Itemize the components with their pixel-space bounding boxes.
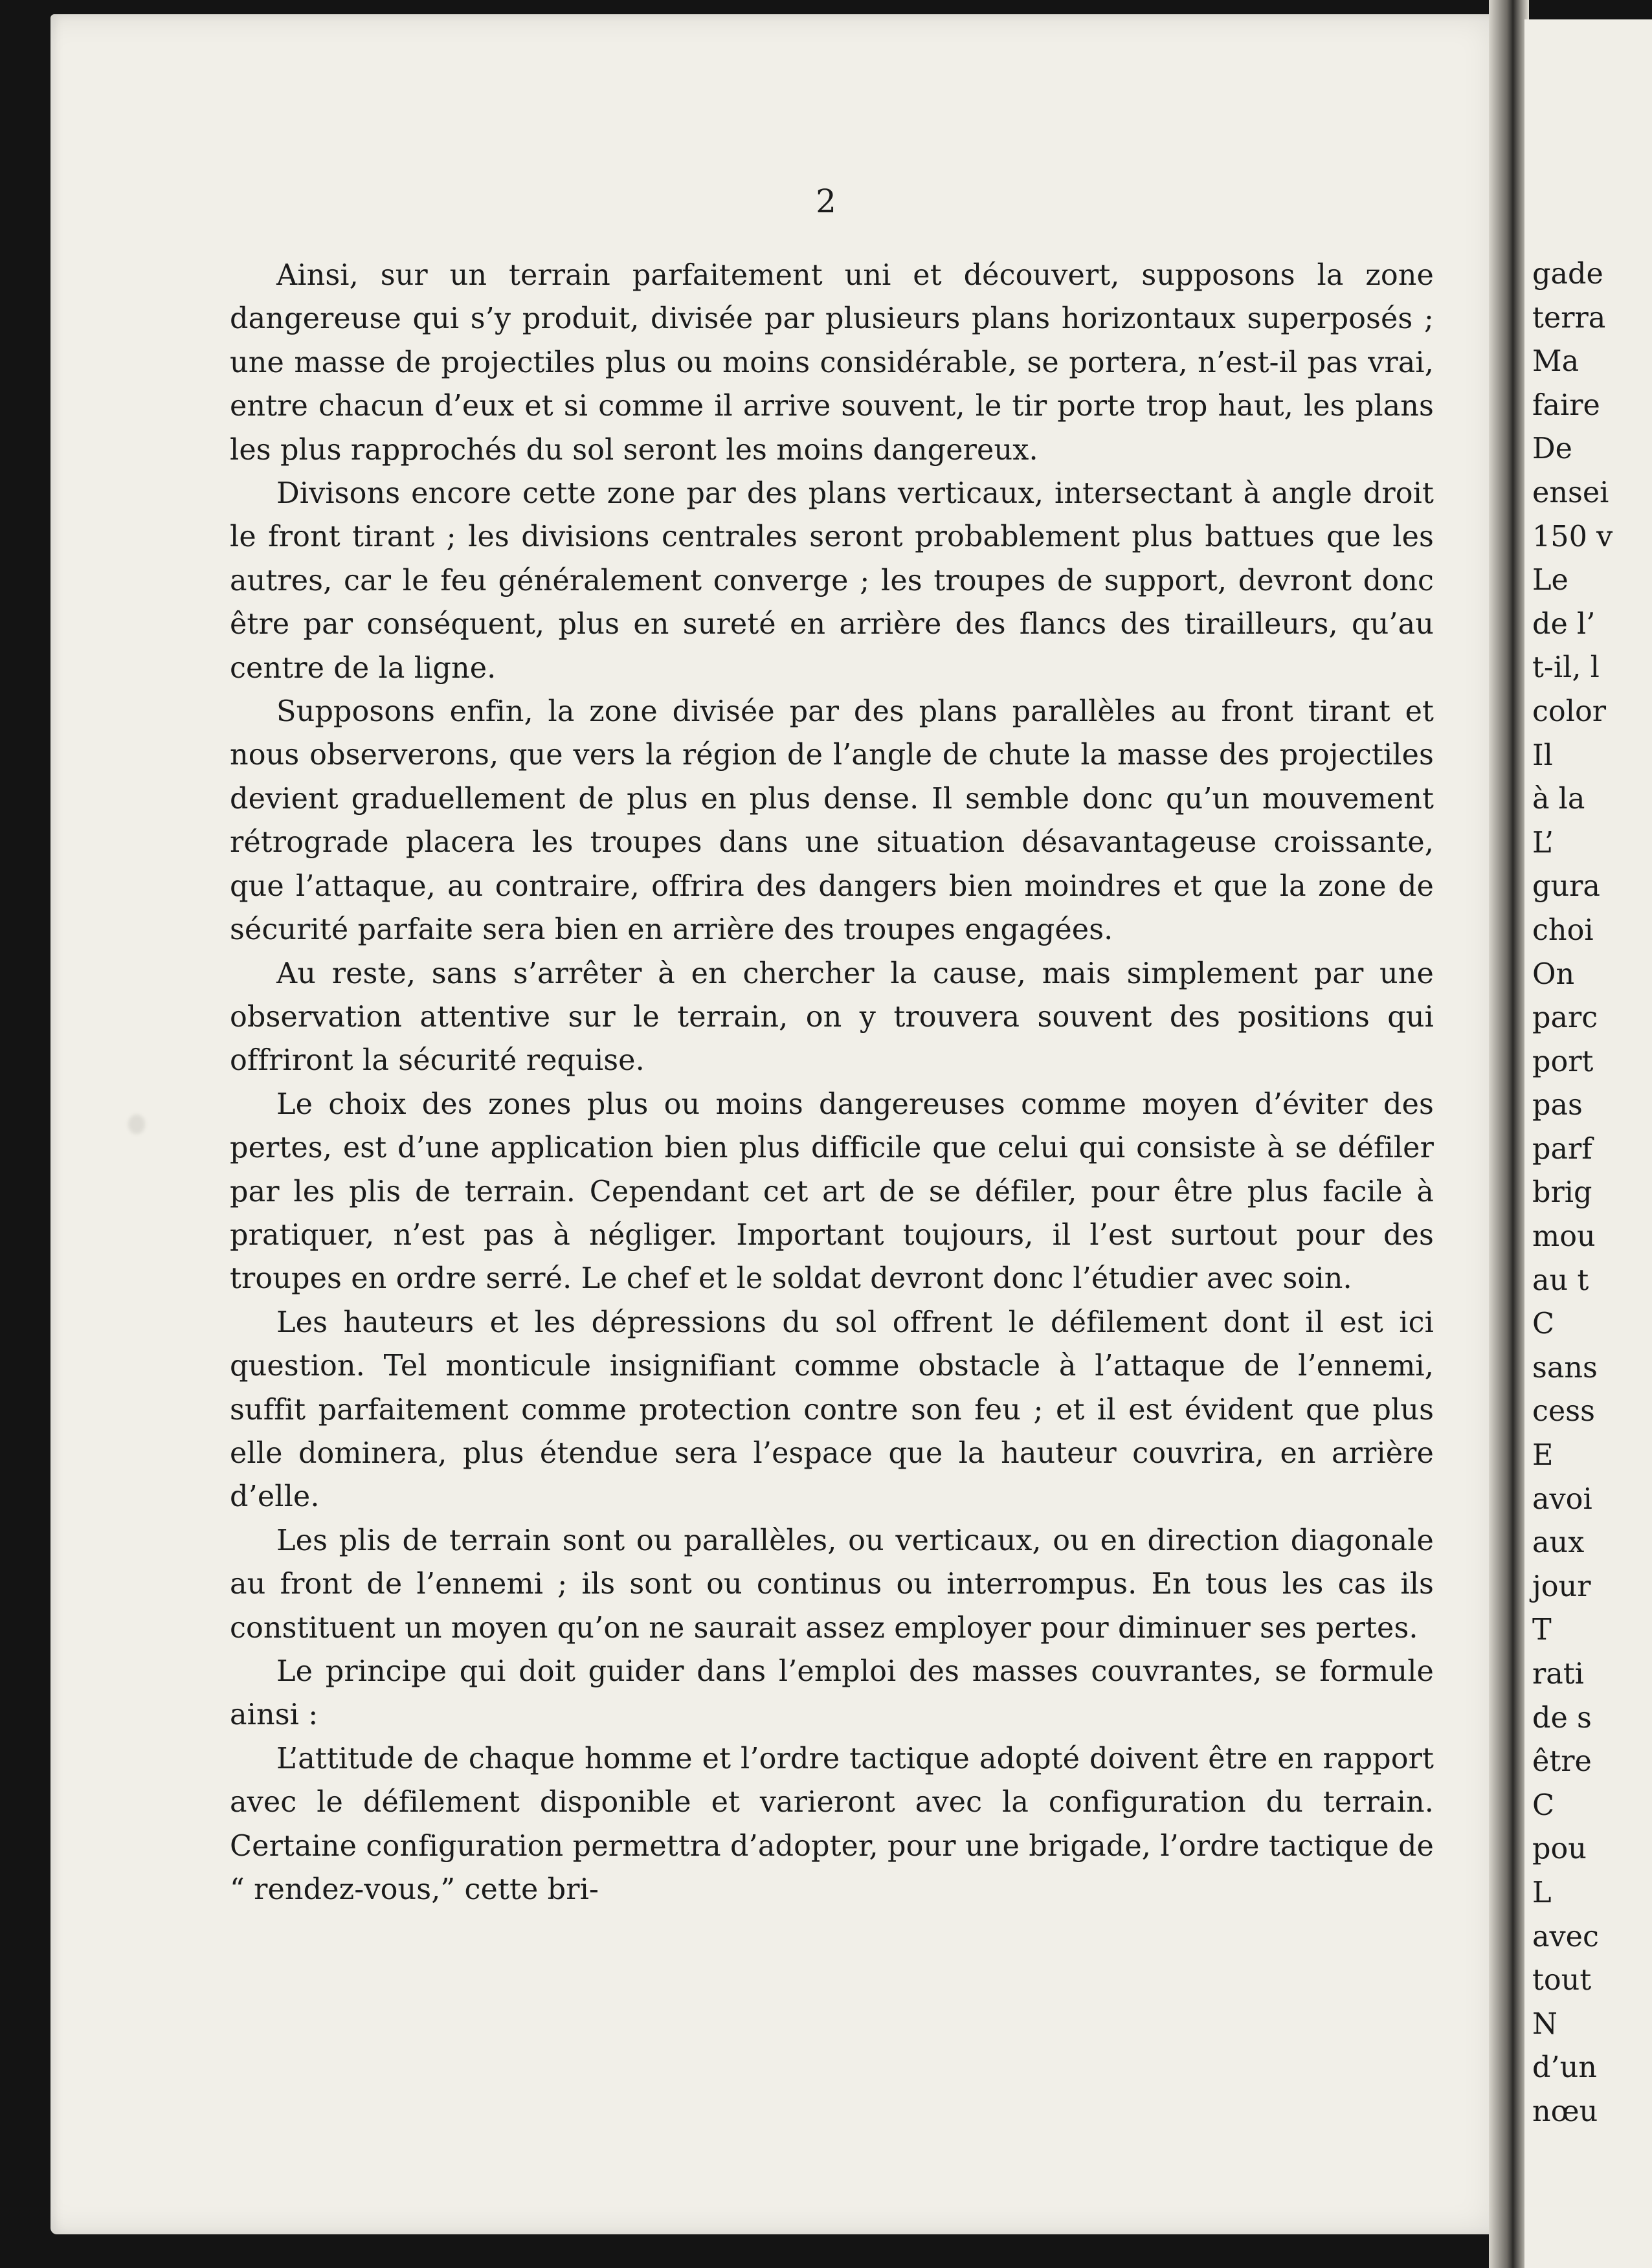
- right-line: brig: [1532, 1176, 1592, 1210]
- right-line: de l’: [1532, 607, 1596, 641]
- body-text: [230, 254, 1434, 1911]
- right-line: au t: [1532, 1263, 1589, 1297]
- right-line: gura: [1532, 870, 1600, 904]
- right-line: gade: [1532, 258, 1603, 291]
- right-line: jour: [1532, 1570, 1591, 1603]
- paragraph: Le principe qui doit guider dans l’emploi des masses couvrantes, se formule ainsi :: [230, 1655, 1434, 1732]
- right-line: N: [1532, 2007, 1557, 2041]
- right-line: parc: [1532, 1001, 1598, 1035]
- paragraph: Ainsi, sur un terrain parfaitement uni et découvert, supposons la zone dangereuse qui s’y produit, divisée par plusieurs plans horizontaux superposés ; une masse de projectiles plus ou moins considérable, se portera, n’est-il pas vrai, entre chacun d’eux et si comme il arrive souvent, le tir porte trop haut, les plans les plus rapprochés du sol seront les moins dangereux.: [230, 259, 1434, 467]
- right-line: mou: [1532, 1220, 1596, 1254]
- right-line: choi: [1532, 913, 1594, 947]
- paragraph: Divisons encore cette zone par des plans verticaux, intersectant à angle droit le front tirant ; les divisions centrales seront probablement plus battues que les autres, car le feu généralement converge ; les troupes de support, devront donc être par conséquent, plus en sureté en arrière des flancs des tirailleurs, qu’au centre de la ligne.: [230, 477, 1434, 685]
- right-line: L: [1532, 1876, 1552, 1909]
- right-line: t-il, l: [1532, 651, 1600, 685]
- paragraph: Au reste, sans s’arrêter à en chercher la cause, mais simplement par une observation attentive sur le terrain, on y trouvera souvent des positions qui offriront la sécurité requise.: [230, 957, 1434, 1078]
- right-line: On: [1532, 957, 1575, 991]
- right-line: terra: [1532, 301, 1606, 335]
- paragraph: Les hauteurs et les dépressions du sol offrent le défilement dont il est ici question. Tel monticule insignifiant comme obstacle à l’attaque de l’ennemi, suffit parfaitement comme protection contre son feu ; et il est évident que plus elle dominera, plus étendue sera l’espace que la hauteur couvrira, en arrière d’elle.: [230, 1306, 1434, 1514]
- right-line: avec: [1532, 1920, 1599, 1953]
- right-line: sans: [1532, 1351, 1598, 1384]
- right-page-text: [1532, 252, 1613, 2134]
- right-line: C: [1532, 1788, 1555, 1822]
- right-line: 150 v: [1532, 520, 1613, 553]
- right-line: port: [1532, 1045, 1594, 1078]
- right-line: de s: [1532, 1701, 1592, 1735]
- paragraph: L’attitude de chaque homme et l’ordre tactique adopté doivent être en rapport avec le défilement disponible et varieront avec la configuration du terrain. Certaine configuration permettra d’adopter, pour une brigade, l’ordre tactique de “ rendez-vous,” cette bri-: [230, 1742, 1434, 1907]
- paragraph: Le choix des zones plus ou moins dangereuses comme moyen d’éviter des pertes, est d’une application bien plus difficile que celui qui consiste à se défiler par les plis de terrain. Cependant cet art de se défiler, pour être plus facile à pratiquer, n’est pas à négliger. Important toujours, il l’est surtout pour des troupes en ordre serré. Le chef et le soldat devront donc l’étudier avec soin.: [230, 1087, 1434, 1296]
- right-line: tout: [1532, 1964, 1592, 1997]
- right-line: Il: [1532, 739, 1553, 772]
- paragraph: Les plis de terrain sont ou parallèles, ou verticaux, ou en direction diagonale au front de l’ennemi ; ils sont ou continus ou interrompus. En tous les cas ils constituent un moyen qu’on ne saurait assez employer pour diminuer ses pertes.: [230, 1524, 1434, 1645]
- right-line: ensei: [1532, 476, 1609, 509]
- right-line: à la: [1532, 783, 1585, 816]
- right-line: Ma: [1532, 345, 1579, 379]
- paragraph: Supposons enfin, la zone divisée par des plans parallèles au front tirant et nous observerons, que vers la région de l’angle de chute la masse des projectiles devient graduellement de plus en plus dense. Il semble donc qu’un mouvement rétrograde placera les troupes dans une situation désavantageuse croissante, que l’attaque, au contraire, offrira des dangers bien moindres et que la zone de sécurité parfaite sera bien en arrière des troupes engagées.: [230, 695, 1434, 947]
- right-page-fragment: [1524, 19, 1652, 2268]
- right-line: L’: [1532, 826, 1554, 860]
- right-line: De: [1532, 432, 1573, 466]
- right-line: C: [1532, 1307, 1555, 1341]
- book-gutter: [1489, 0, 1529, 2268]
- right-line: d’un: [1532, 2051, 1597, 2085]
- right-line: rati: [1532, 1658, 1584, 1691]
- right-line: faire: [1532, 388, 1600, 422]
- right-line: T: [1532, 1614, 1552, 1647]
- right-line: nœu: [1532, 2095, 1598, 2128]
- right-line: pas: [1532, 1089, 1583, 1122]
- right-line: E: [1532, 1439, 1554, 1473]
- right-line: cess: [1532, 1395, 1595, 1429]
- page-number: 2: [816, 183, 836, 220]
- right-line: être: [1532, 1745, 1592, 1779]
- right-line: avoi: [1532, 1482, 1592, 1516]
- ink-spot: [128, 1115, 145, 1134]
- right-line: color: [1532, 695, 1607, 728]
- right-line: parf: [1532, 1132, 1592, 1166]
- right-line: pou: [1532, 1832, 1587, 1866]
- right-line: Le: [1532, 564, 1568, 597]
- right-line: aux: [1532, 1526, 1585, 1560]
